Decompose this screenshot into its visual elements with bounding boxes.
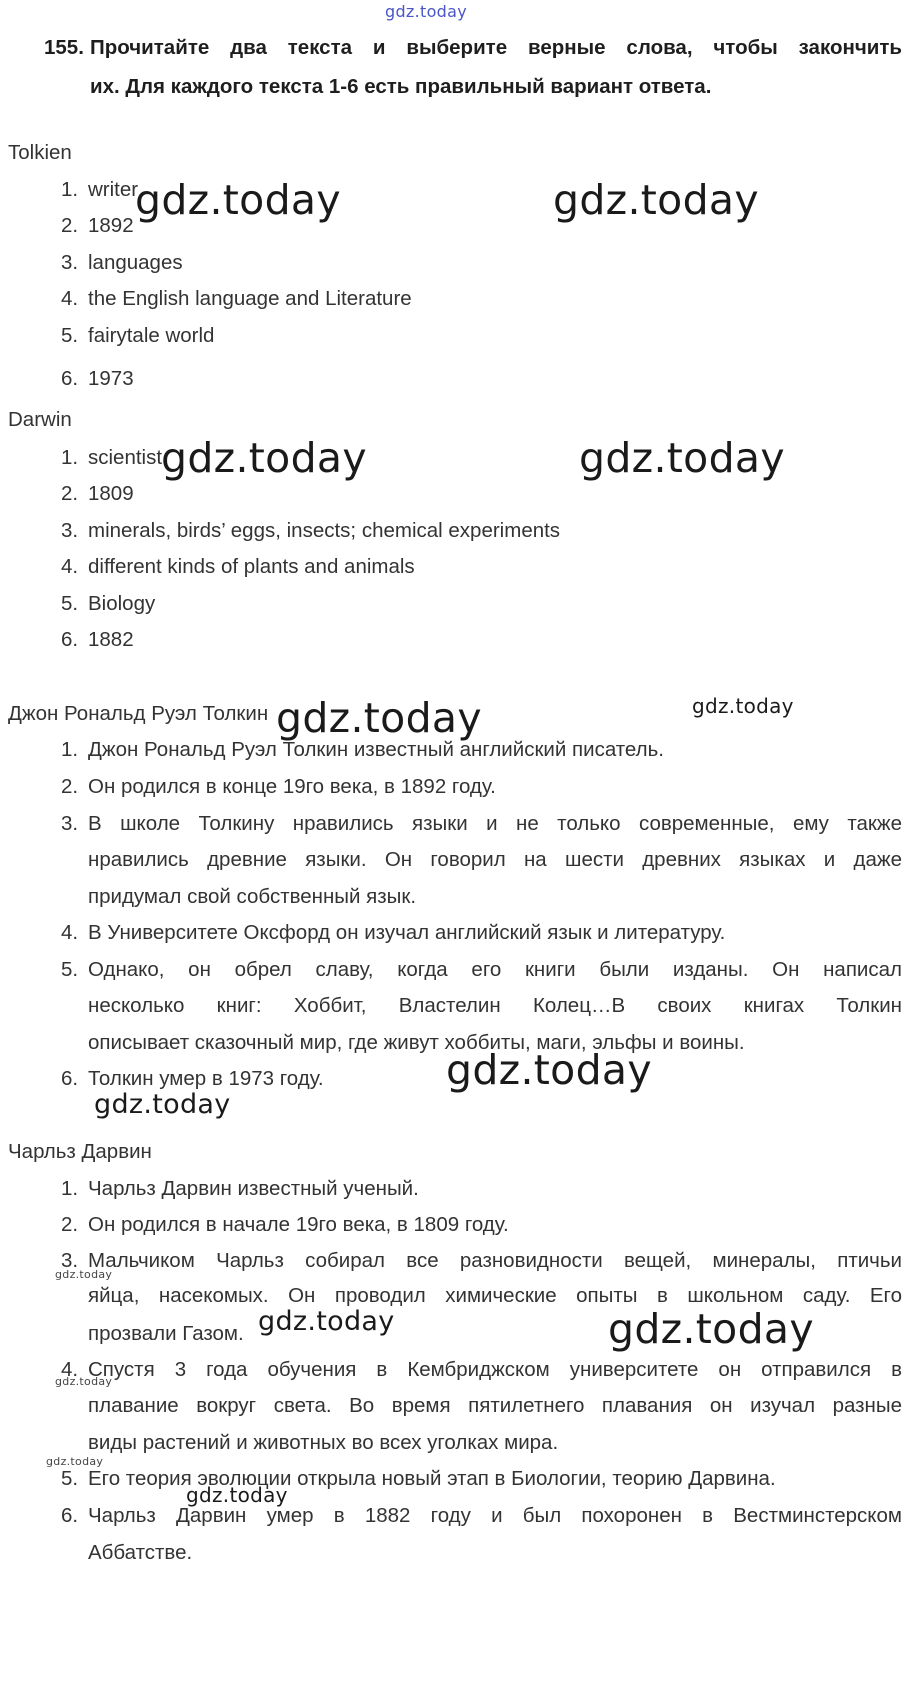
- paragraph-line: Мальчиком Чарльз собирал все разновидности вещей, минералы, птичьи: [88, 1249, 902, 1272]
- paragraph-line: Чарльз Дарвин умер в 1882 году и был похоронен в Вестминстерском: [88, 1504, 902, 1527]
- paragraph-line: яйца, насекомых. Он проводил химические опыты в школьном саду. Его: [88, 1284, 902, 1307]
- watermark: gdz.today: [46, 1455, 104, 1468]
- list-item-number: 4.: [61, 921, 79, 944]
- list-item-number: 1.: [61, 178, 79, 201]
- list-item-number: 1.: [61, 1177, 79, 1200]
- answer-text: 1973: [88, 367, 134, 390]
- list-item-number: 2.: [61, 214, 79, 237]
- list-item-number: 4.: [61, 555, 79, 578]
- watermark: gdz.today: [94, 1089, 231, 1120]
- paragraph-line: Спустя 3 года обучения в Кембриджском университете он отправился в: [88, 1358, 902, 1381]
- list-item-number: 5.: [61, 1467, 79, 1490]
- list-item-number: 5.: [61, 324, 79, 347]
- paragraph-line: нравились древние языки. Он говорил на шести древних языках и даже: [88, 848, 902, 871]
- list-item-number: 6.: [61, 1504, 79, 1527]
- answer-text: 1892: [88, 214, 134, 237]
- answer-text: scientist: [88, 446, 163, 469]
- paragraph-line: В школе Толкину нравились языки и не только современные, ему также: [88, 812, 902, 835]
- list-item-number: 5.: [61, 592, 79, 615]
- answer-text: the English language and Literature: [88, 287, 412, 310]
- watermark: gdz.today: [579, 434, 785, 482]
- paragraph-line: придумал свой собственный язык.: [88, 885, 417, 908]
- answer-text: Biology: [88, 592, 156, 615]
- answer-text: fairytale world: [88, 324, 215, 347]
- paragraph-line: описывает сказочный мир, где живут хоббиты, маги, эльфы и воины.: [88, 1031, 745, 1054]
- list-item-number: 4.: [61, 1358, 79, 1381]
- paragraph-line: Однако, он обрел славу, когда его книги были изданы. Он написал: [88, 958, 902, 981]
- paragraph-line: Аббатстве.: [88, 1541, 193, 1564]
- paragraph-line: несколько книг: Хоббит, Властелин Колец…В своих книгах Толкин: [88, 994, 902, 1017]
- list-item-number: 1.: [61, 446, 79, 469]
- list-item-number: 4.: [61, 287, 79, 310]
- answer-text: 1882: [88, 628, 134, 651]
- watermark: gdz.today: [55, 1268, 113, 1281]
- watermark: gdz.today: [186, 1483, 288, 1507]
- paragraph-text: Джон Рональд Руэл Толкин известный английский писатель.: [88, 738, 664, 761]
- section-title-tolkien: Tolkien: [8, 141, 72, 164]
- paragraph-text: Его теория эволюции открыла новый этап в Биологии, теорию Дарвина.: [88, 1467, 776, 1490]
- answer-text: writer: [88, 178, 139, 201]
- watermark: gdz.today: [276, 694, 482, 742]
- watermark-top: gdz.today: [385, 2, 467, 21]
- exercise-number: 155.: [44, 36, 84, 59]
- list-item-number: 3.: [61, 519, 79, 542]
- list-item-number: 5.: [61, 958, 79, 981]
- answer-text: 1809: [88, 482, 134, 505]
- list-item-number: 6.: [61, 1067, 79, 1090]
- list-item-number: 3.: [61, 1249, 79, 1272]
- watermark: gdz.today: [608, 1305, 814, 1353]
- list-item-number: 2.: [61, 775, 79, 798]
- watermark: gdz.today: [161, 434, 367, 482]
- list-item-number: 3.: [61, 251, 79, 274]
- paragraph-line: прозвали Газом.: [88, 1322, 244, 1345]
- list-item-number: 6.: [61, 367, 79, 390]
- answer-text: different kinds of plants and animals: [88, 555, 415, 578]
- paragraph-line: плавание вокруг света. Во время пятилетнего плавания он изучал разные: [88, 1394, 902, 1417]
- watermark: gdz.today: [553, 176, 759, 224]
- paragraph-text: Толкин умер в 1973 году.: [88, 1067, 324, 1090]
- watermark: gdz.today: [258, 1306, 395, 1337]
- paragraph-text: В Университете Оксфорд он изучал английский язык и литературу.: [88, 921, 726, 944]
- watermark: gdz.today: [55, 1375, 113, 1388]
- answer-text: minerals, birds’ eggs, insects; chemical experiments: [88, 519, 561, 542]
- exercise-instruction-line1: Прочитайте два текста и выберите верные слова, чтобы закончить: [90, 36, 902, 59]
- watermark: gdz.today: [135, 176, 341, 224]
- paragraph-line: виды растений и животных во всех уголках мира.: [88, 1431, 559, 1454]
- section-title-darwin-ru: Чарльз Дарвин: [8, 1140, 152, 1163]
- watermark: gdz.today: [692, 694, 794, 718]
- paragraph-text: Он родился в конце 19го века, в 1892 году.: [88, 775, 496, 798]
- section-title-darwin: Darwin: [8, 408, 72, 431]
- watermark: gdz.today: [446, 1046, 652, 1094]
- answer-text: languages: [88, 251, 183, 274]
- list-item-number: 1.: [61, 738, 79, 761]
- list-item-number: 2.: [61, 482, 79, 505]
- list-item-number: 3.: [61, 812, 79, 835]
- exercise-instruction-line2: их. Для каждого текста 1-6 есть правильный вариант ответа.: [90, 75, 712, 98]
- list-item-number: 2.: [61, 1213, 79, 1236]
- section-title-tolkien-ru: Джон Рональд Руэл Толкин: [8, 702, 269, 725]
- paragraph-text: Чарльз Дарвин известный ученый.: [88, 1177, 419, 1200]
- paragraph-text: Он родился в начале 19го века, в 1809 году.: [88, 1213, 509, 1236]
- list-item-number: 6.: [61, 628, 79, 651]
